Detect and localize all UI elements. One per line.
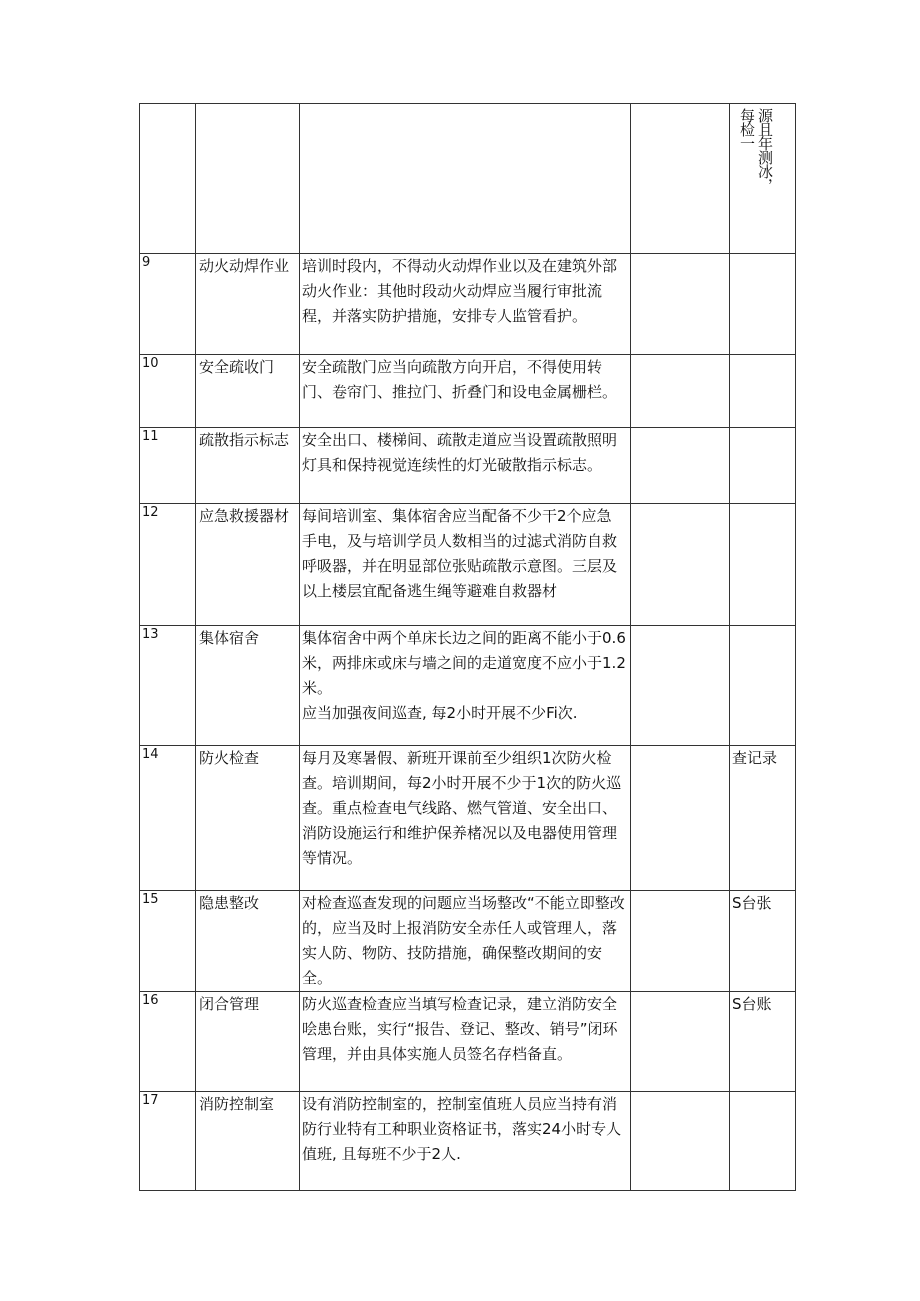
blank-cell	[631, 992, 730, 1092]
item-cell	[196, 104, 300, 254]
item-name: 安全疏收门	[196, 355, 300, 428]
row-number: 9	[140, 254, 196, 355]
remark-cell	[730, 626, 796, 746]
row-number: 16	[140, 992, 196, 1092]
remark-vertical-text: 源且年测冰，每检一	[738, 108, 774, 192]
requirement-cell	[300, 104, 631, 254]
item-name: 疏散指示标志	[196, 428, 300, 504]
item-name: 隐患整改	[196, 891, 300, 992]
table-row	[140, 504, 796, 626]
item-name: 集体宿舍	[196, 626, 300, 746]
requirement-text: 每月及寒暑假、新班开课前至少组织1次防火检查。培训期间，每2小时开展不少于1次的防火巡查。重点检查电气线路、燃气管道、安全出口、消防设施运行和维护保养楮况以及电器使用管理等情况。	[300, 746, 631, 891]
item-name: 动火动焊作业	[196, 254, 300, 355]
requirement-text: 设有消防控制室的，控制室值班人员应当持有消防行业特有工种职业资格证书，落实24小时专人值班, 且每班不少于2人.	[300, 1092, 631, 1191]
requirement-text: 集体宿舍中两个单床长边之间的距离不能小于0.6米，两排床或床与墙之间的走道宽度不应小于1.2米。 应当加强夜间巡查, 每2小时开展不少Fi次.	[300, 626, 631, 746]
requirement-text: 防火巡查检查应当填写检查记录，建立消防安全哙患台账，实行“报告、登记、整改、销号”闭环管理，并由具体实施人员签名存档备直。	[300, 992, 631, 1092]
item-name: 防火检查	[196, 746, 300, 891]
item-name: 消防控制室	[196, 1092, 300, 1191]
requirement-text: 对检查巡查发现的问题应当场整改“不能立即整改的，应当及时上报消防安全赤任人或管理人，落实人防、物防、技防措施，确保整改期间的安全。	[300, 891, 631, 992]
blank-cell	[631, 504, 730, 626]
requirement-text: 培训时段内，不得动火动焊作业以及在建筑外部动火作业：其他时段动火动焊应当履行审批流程，并落实防护措施，安排专人监管看护。	[300, 254, 631, 355]
row-number: 15	[140, 891, 196, 992]
inspection-table	[139, 103, 796, 1191]
remark-cell	[730, 254, 796, 355]
remark-cell	[730, 428, 796, 504]
table-row-top	[140, 104, 796, 254]
num-cell	[140, 104, 196, 254]
item-name: 应急救援器材	[196, 504, 300, 626]
table-row	[140, 1092, 796, 1191]
blank-cell	[631, 104, 730, 254]
blank-cell	[631, 891, 730, 992]
remark-cell: 查记录	[730, 746, 796, 891]
table-row	[140, 891, 796, 992]
blank-cell	[631, 746, 730, 891]
blank-cell	[631, 626, 730, 746]
table-row	[140, 428, 796, 504]
row-number: 10	[140, 355, 196, 428]
requirement-text: 安全出口、楼梯间、疏散走道应当设置疏散照明灯具和保持视觉连续性的灯光破散指示标志。	[300, 428, 631, 504]
remark-cell: S台账	[730, 992, 796, 1092]
row-number: 14	[140, 746, 196, 891]
table-row	[140, 355, 796, 428]
blank-cell	[631, 428, 730, 504]
table-row	[140, 254, 796, 355]
row-number: 12	[140, 504, 196, 626]
table-row	[140, 626, 796, 746]
remark-cell	[730, 355, 796, 428]
row-number: 13	[140, 626, 196, 746]
row-number: 17	[140, 1092, 196, 1191]
blank-cell	[631, 254, 730, 355]
table-row	[140, 992, 796, 1092]
table-row	[140, 746, 796, 891]
item-name: 闭合管理	[196, 992, 300, 1092]
requirement-text: 每间培训室、集体宿舍应当配备不少干2个应急手电，及与培训学员人数相当的过滤式消防自救呼吸器，并在明显部位张贴疏散示意图。三层及以上楼层宜配备逃生绳等避难自救器材	[300, 504, 631, 626]
remark-cell	[730, 104, 796, 254]
blank-cell	[631, 1092, 730, 1191]
requirement-text: 安全疏散门应当向疏散方向开启，不得使用转门、卷帘门、推拉门、折叠门和设电金属栅栏。	[300, 355, 631, 428]
row-number: 11	[140, 428, 196, 504]
remark-cell	[730, 504, 796, 626]
remark-cell	[730, 1092, 796, 1191]
remark-cell: S台张	[730, 891, 796, 992]
blank-cell	[631, 355, 730, 428]
